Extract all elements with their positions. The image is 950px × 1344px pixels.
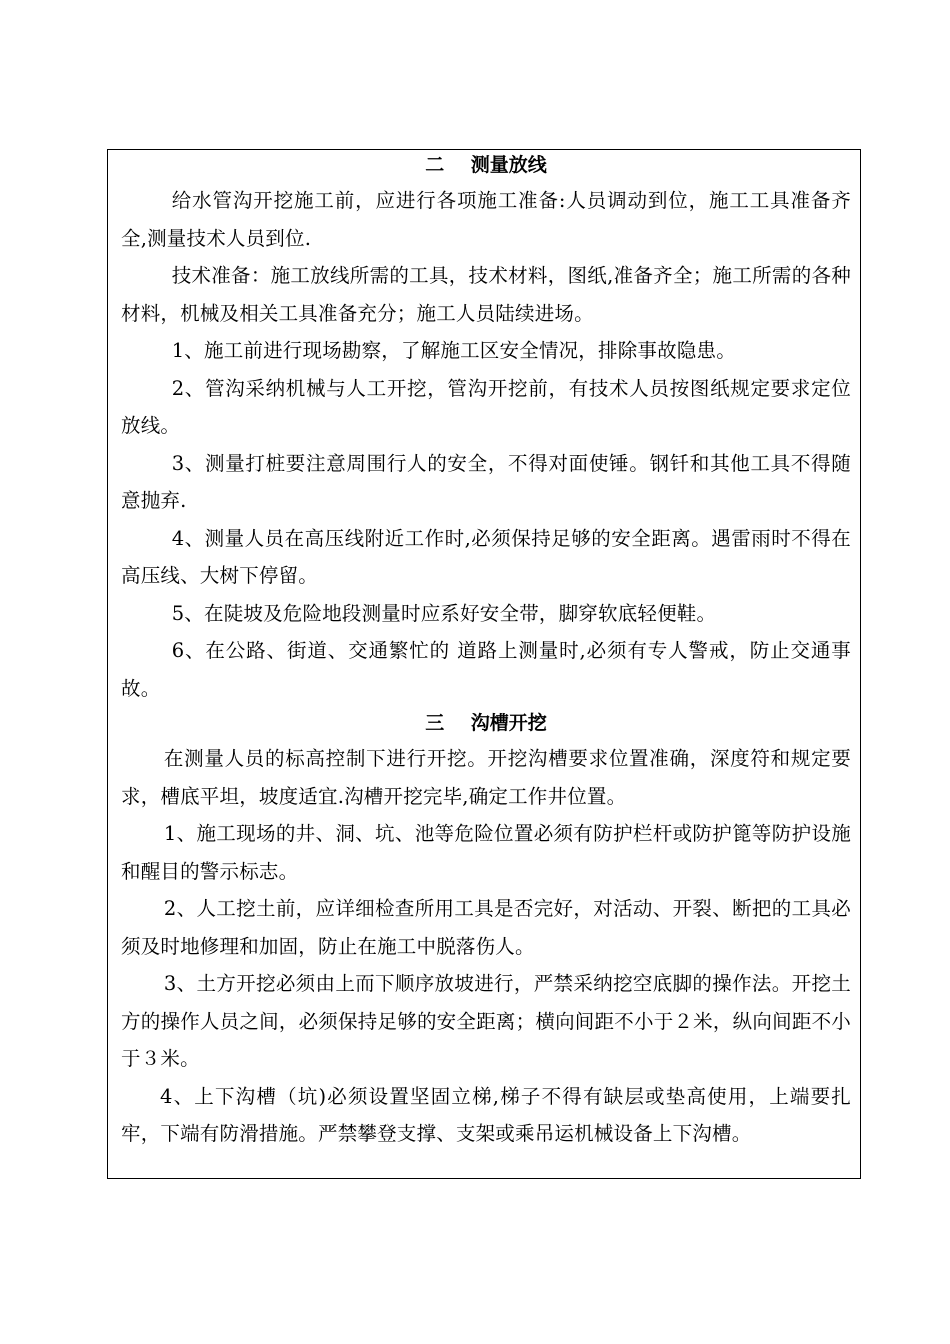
paragraph-survey-item-2: 2、管沟采纳机械与人工开挖，管沟开挖前，有技术人员按图纸规定要求定位放线。 [121,376,851,437]
section-title-survey: 二 测量放线 [425,154,547,176]
paragraph-survey-item-4: 4、测量人员在高压线附近工作时,必须保持足够的安全距离。遇雷雨时不得在高压线、大树下停留。 [121,526,851,587]
paragraph-trench-item-3: 3、土方开挖必须由上而下顺序放坡进行，严禁采纳挖空底脚的操作法。开挖土方的操作人员之间，必须保持足够的安全距离；横向间距不小于２米，纵向间距不小于３米。 [121,972,851,1070]
document-frame [107,149,861,1179]
paragraph-trench-intro: 在测量人员的标高控制下进行开挖。开挖沟槽要求位置准确，深度符和规定要求，槽底平坦，坡度适宜.沟槽开挖完毕,确定工作井位置。 [121,747,851,808]
paragraph-survey-item-6: 6、在公路、街道、交通繁忙的 道路上测量时,必须有专人警戒，防止交通事故。 [121,639,851,700]
paragraph-survey-item-5: 5、在陡坡及危险地段测量时应系好安全带，脚穿软底轻便鞋。 [171,601,717,625]
paragraph-trench-item-4: 4、上下沟槽（坑)必须设置坚固立梯,梯子不得有缺层或垫高使用，上端要扎牢，下端有防滑措施。严禁攀登支撑、支架或乘吊运机械设备上下沟槽。 [121,1084,851,1145]
paragraph-technical-preparation: 技术准备：施工放线所需的工具，技术材料，图纸,准备齐全；施工所需的各种材料，机械及相关工具准备充分；施工人员陆续进场。 [121,264,851,325]
paragraph-trench-item-1: 1、施工现场的井、洞、坑、池等危险位置必须有防护栏杆或防护篦等防护设施和醒目的警示标志。 [121,822,851,883]
paragraph-trench-item-2: 2、人工挖土前，应详细检查所用工具是否完好，对活动、开裂、断把的工具必须及时地修理和加固，防止在施工中脱落伤人。 [121,897,851,958]
paragraph-survey-item-3: 3、测量打桩要注意周围行人的安全，不得对面使锤。钢钎和其他工具不得随意抛弃. [121,451,851,512]
paragraph-preparation: 给水管沟开挖施工前，应进行各项施工准备:人员调动到位，施工工具准备齐全,测量技术人员到位. [121,189,851,250]
section-title-trench: 三 沟槽开挖 [425,712,547,734]
paragraph-survey-item-1: 1、施工前进行现场勘察，了解施工区安全情况，排除事故隐患。 [171,339,736,362]
